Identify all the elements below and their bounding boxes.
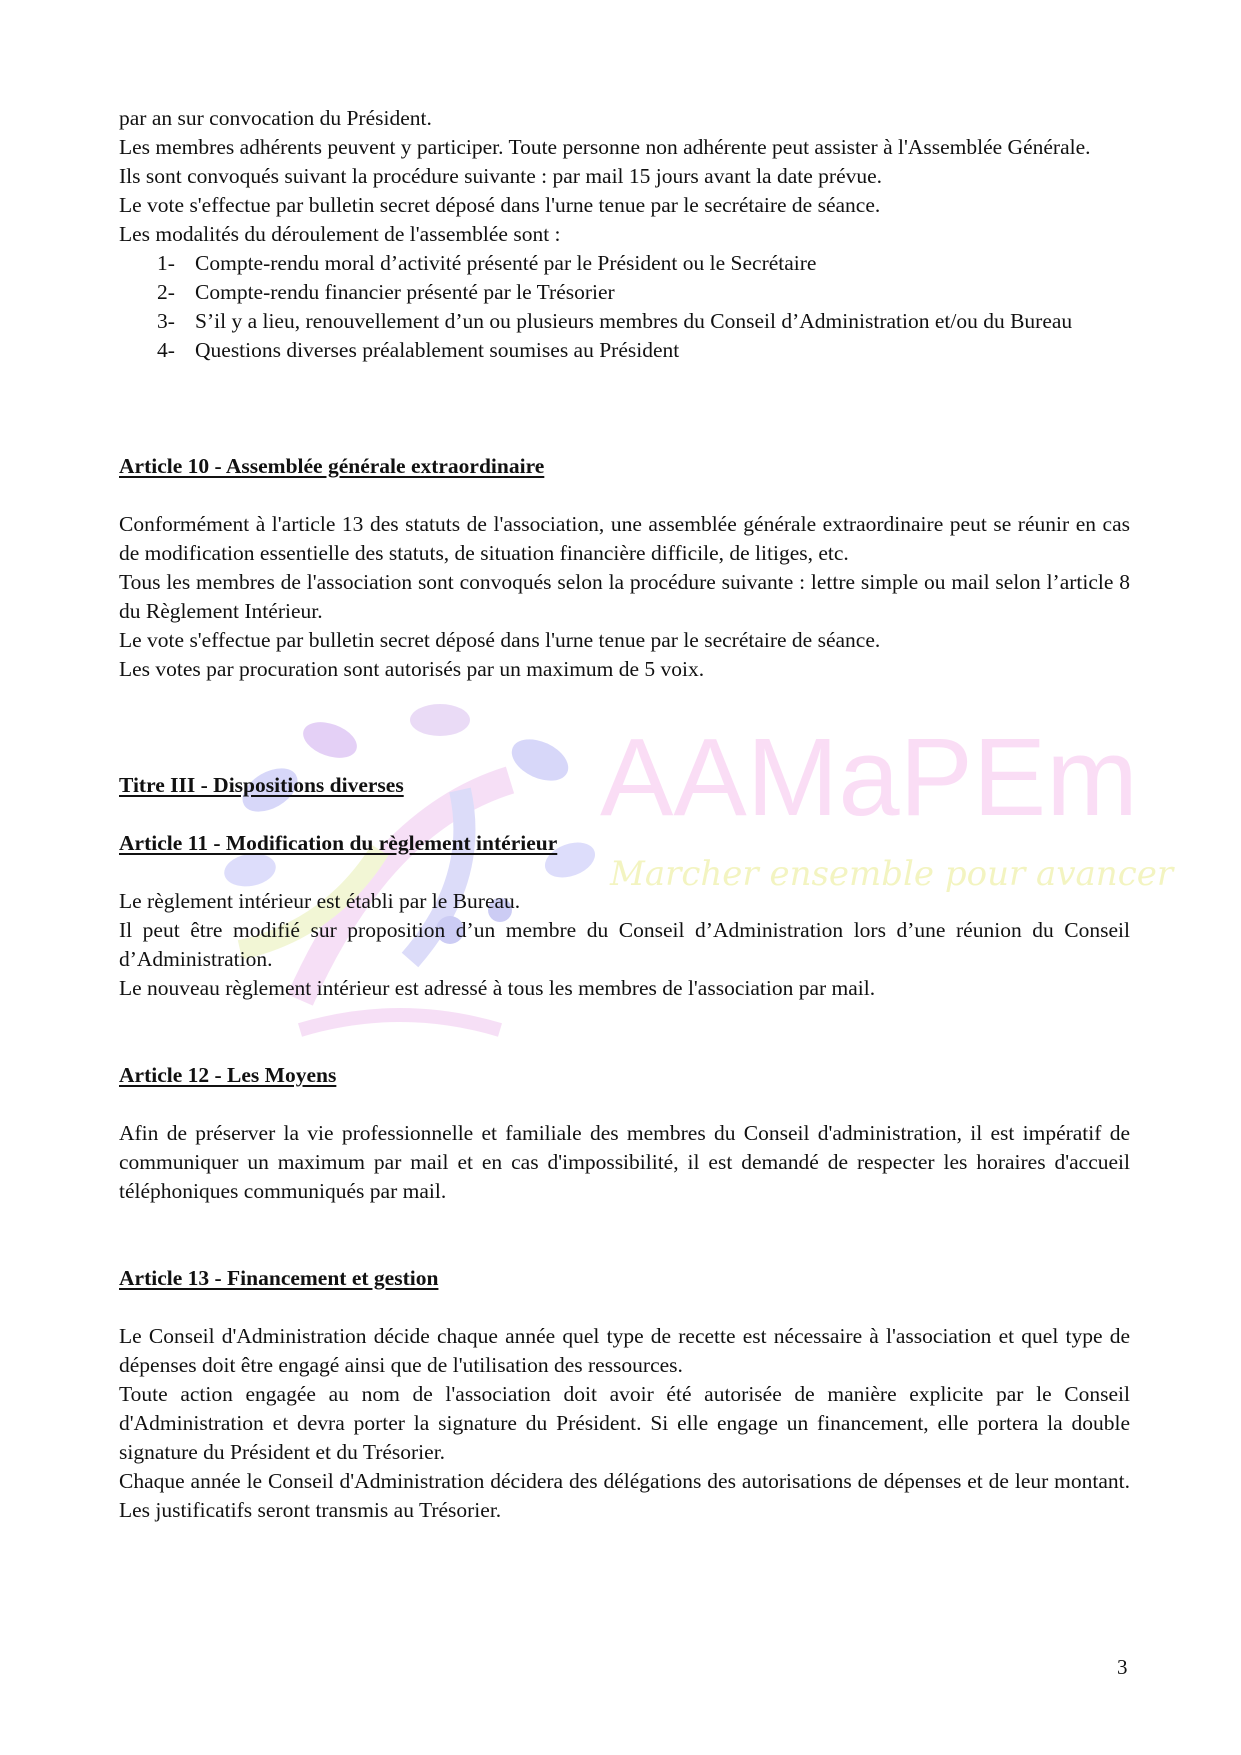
article-10-line-1: Conformément à l'article 13 des statuts de l'association, une assemblée générale extraordinaire peut se réunir en cas de modification essentielle des statuts, de situation financière difficile, de litiges, etc. [119,512,1130,565]
article-13-line-1: Le Conseil d'Administration décide chaque année quel type de recette est nécessaire à l'association et quel type de dépenses doit être engagé ainsi que de l'utilisation des ressources. [119,1324,1130,1377]
intro-line-1: par an sur convocation du Président. [119,106,432,130]
article-10-line-4: Les votes par procuration sont autorisés par un maximum de 5 voix. [119,657,705,681]
page-number: 3 [1117,1655,1128,1679]
article-10-heading: Article 10 - Assemblée générale extraordinaire [119,454,545,478]
article-11-line-2: Il peut être modifié sur proposition d’un membre du Conseil d’Administration lors d’une réunion du Conseil d’Administration. [119,918,1130,971]
assembly-agenda-list [119,249,1130,365]
intro-line-3: Ils sont convoqués suivant la procédure suivante : par mail 15 jours avant la date prévue. [119,164,883,188]
article-12-heading: Article 12 - Les Moyens [119,1063,337,1087]
list-item: 1- Compte-rendu moral d’activité présenté par le Président ou le Secrétaire [157,251,817,275]
article-11-heading: Article 11 - Modification du règlement intérieur [119,831,558,855]
intro-line-5: Les modalités du déroulement de l'assemblée sont : [119,222,561,246]
article-13-line-3: Chaque année le Conseil d'Administration décidera des délégations des autorisations de dépenses et de leur montant. Les justificatifs seront transmis au Trésorier. [119,1469,1130,1522]
article-12-line-1: Afin de préserver la vie professionnelle et familiale des membres du Conseil d'administration, il est impératif de communiquer un maximum par mail et en cas d'impossibilité, il est demandé de respecter les horaires d'accueil téléphoniques communiqués par mail. [119,1121,1130,1203]
watermark-brand: AAMaPEm [600,716,1138,839]
titre-3-heading: Titre III - Dispositions diverses [119,773,404,797]
watermark-tagline: Marcher ensemble pour avancer [610,854,1174,894]
intro-line-2: Les membres adhérents peuvent y participer. Toute personne non adhérente peut assister à l'Assemblée Générale. [119,135,1091,159]
article-13-heading: Article 13 - Financement et gestion [119,1266,439,1290]
article-13-line-2: Toute action engagée au nom de l'association doit avoir été autorisée de manière explicite par le Conseil d'Administration et devra porter la signature du Président. Si elle engage un financement, elle portera la double signature du Président et du Trésorier. [119,1382,1130,1464]
article-10-line-2: Tous les membres de l'association sont convoqués selon la procédure suivante : lettre simple ou mail selon l’article 8 du Règlement Intérieur. [119,570,1130,623]
article-11-line-3: Le nouveau règlement intérieur est adressé à tous les membres de l'association par mail. [119,976,876,1000]
list-item: 4- Questions diverses préalablement soumises au Président [157,338,680,362]
list-item: 3- S’il y a lieu, renouvellement d’un ou plusieurs membres du Conseil d’Administration et/ou du Bureau [157,309,1073,333]
article-10-line-3: Le vote s'effectue par bulletin secret déposé dans l'urne tenue par le secrétaire de séance. [119,628,881,652]
document-page [119,104,1130,1525]
intro-line-4: Le vote s'effectue par bulletin secret déposé dans l'urne tenue par le secrétaire de séance. [119,193,881,217]
list-item: 2- Compte-rendu financier présenté par le Trésorier [157,280,615,304]
article-11-line-1: Le règlement intérieur est établi par le Bureau. [119,889,521,913]
